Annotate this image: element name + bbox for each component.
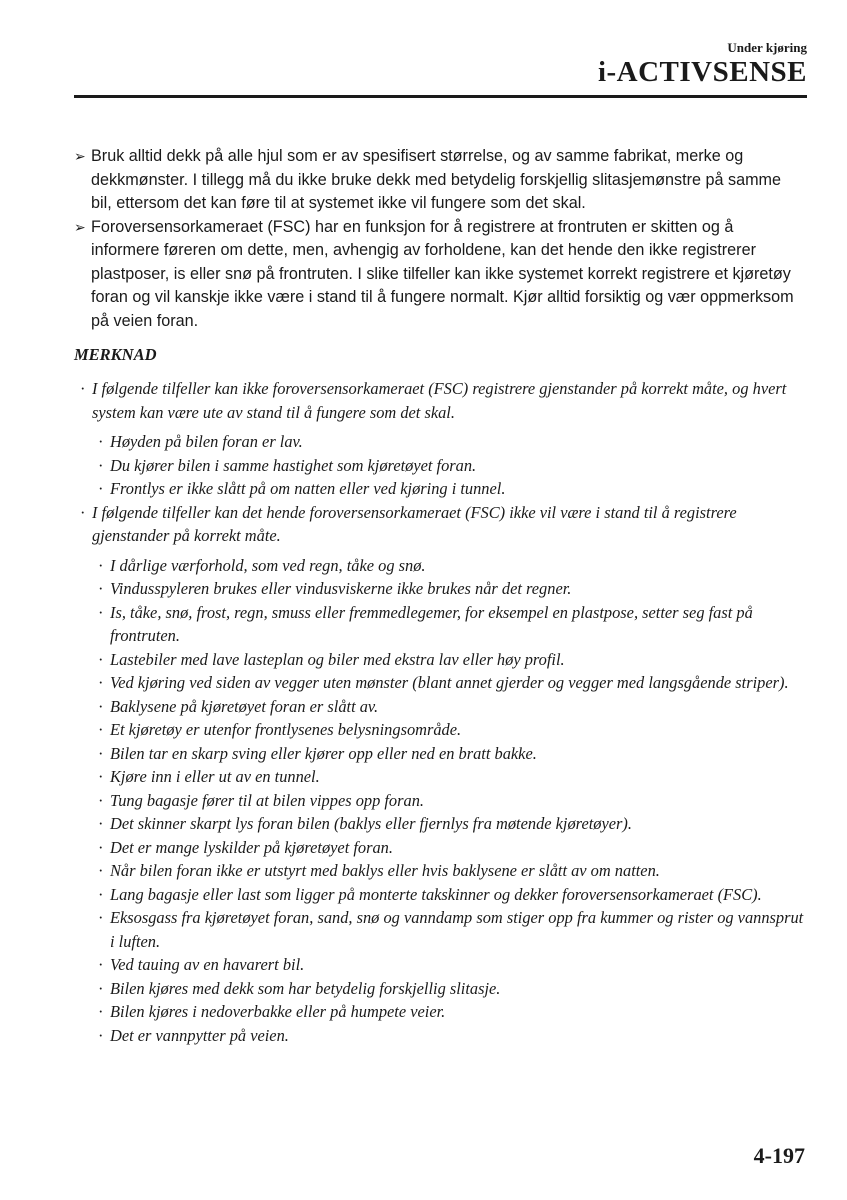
note-block (74, 377, 804, 501)
bullet-dot-icon: · (98, 455, 104, 475)
note-subitem-text: Baklysene på kjøretøyet foran er slått av. (110, 696, 379, 716)
bullet-dot-icon: · (98, 696, 104, 716)
note-subitem (74, 648, 804, 672)
note-subitem-text: Bilen kjøres med dekk som har betydelig forskjellig slitasje. (110, 978, 501, 998)
note-subitem-text: Eksosgass fra kjøretøyet foran, sand, snø og vanndamp som stiger opp fra kummer og rister og vannsprut i luften. (110, 908, 804, 951)
note-subitem (74, 859, 804, 883)
warning-item (74, 216, 804, 334)
note-subitem-text: Når bilen foran ikke er utstyrt med baklys eller hvis baklysene er slått av om natten. (110, 861, 660, 880)
warning-text: Bruk alltid dekk på alle hjul som er av spesifisert størrelse, og av samme fabrikat, merke og dekkmønster. I tillegg må du ikke bruke dekk med betydelig forskjellig slitasjemønstre på samme bil, ettersom det kan føre til at systemet ikke vil fungere som det skal. (91, 147, 782, 212)
note-subitem-text: Tung bagasje fører til at bilen vippes opp foran. (110, 790, 424, 810)
section-title: Under kjøring (727, 40, 807, 55)
note-subitem-text: Du kjører bilen i samme hastighet som kjøretøyet foran. (110, 455, 477, 475)
bullet-dot-icon: · (98, 579, 104, 598)
note-subitem-text: Is, tåke, snø, frost, regn, smuss eller fremmedlegemer, for eksempel en plastpose, setter seg fast på frontruten. (110, 602, 753, 645)
note-subitem (74, 742, 804, 766)
note-sublist (74, 430, 804, 501)
bullet-dot-icon: · (98, 432, 104, 451)
warning-text: Foroversensorkameraet (FSC) har en funksjon for å registrere at frontruten er skitten og å informere føreren om dette, men, avhengig av forholdene, kan det hende den ikke registrerer plastposer, is eller snø på frontruten. I slike tilfeller kan ikke systemet korrekt registrere et kjøretøy foran og vil kanskje ikke være i stand til å fungere normalt. Kjør alltid forsiktig og vær oppmerksom på veien foran. (91, 217, 794, 330)
note-subitem (74, 718, 804, 742)
warning-item (74, 145, 804, 216)
note-subitem-text: Lastebiler med lave lasteplan og biler med ekstra lav eller høy profil. (110, 649, 565, 669)
bullet-dot-icon: · (98, 978, 104, 998)
bullet-dot-icon: · (98, 790, 104, 810)
note-subitem (74, 695, 804, 719)
note-subitem (74, 577, 804, 601)
note-subitem-text: Det skinner skarpt lys foran bilen (baklys eller fjernlys fra møtende kjøretøyer). (110, 814, 632, 833)
note-subitem (74, 477, 804, 501)
note-subitem (74, 601, 804, 648)
arrow-bullet-icon: ➢ (74, 148, 86, 164)
bullet-dot-icon: · (98, 673, 104, 692)
bullet-dot-icon: · (98, 767, 104, 786)
bullet-dot-icon: · (98, 1002, 104, 1021)
note-item (74, 377, 804, 424)
note-subitem (74, 1000, 804, 1024)
bullet-dot-icon: · (80, 379, 86, 398)
note-subitem (74, 836, 804, 860)
note-subitem (74, 789, 804, 813)
bullet-dot-icon: · (98, 837, 104, 857)
page-number: 4-197 (753, 1143, 805, 1168)
bullet-dot-icon: · (98, 743, 104, 763)
bullet-dot-icon: · (98, 479, 104, 498)
note-list (74, 377, 804, 1047)
bullet-dot-icon: · (98, 861, 104, 880)
note-subitem (74, 554, 804, 578)
note-heading: MERKNAD (74, 345, 157, 364)
bullet-dot-icon: · (98, 814, 104, 833)
note-subitem-text: Ved tauing av en havarert bil. (110, 955, 305, 974)
note-subitem-text: Det er vannpytter på veien. (110, 1025, 289, 1045)
note-subitem (74, 883, 804, 907)
header-divider (74, 95, 807, 98)
bullet-dot-icon: · (98, 602, 104, 622)
note-subitem-text: Frontlys er ikke slått på om natten eller ved kjøring i tunnel. (110, 479, 506, 498)
bullet-dot-icon: · (98, 720, 104, 739)
note-subitem-text: Bilen tar en skarp sving eller kjører opp eller ned en bratt bakke. (110, 743, 537, 763)
note-block (74, 501, 804, 1048)
bullet-dot-icon: · (98, 884, 104, 904)
note-sublist (74, 554, 804, 1048)
note-item-text: I følgende tilfeller kan ikke foroversensorkameraet (FSC) registrere gjenstander på korrekt måte, og hvert system kan være ute av stand til å fungere som det skal. (92, 379, 787, 422)
note-subitem-text: Lang bagasje eller last som ligger på monterte takskinner og dekker foroversensorkameraet (FSC). (110, 884, 762, 904)
note-subitem (74, 765, 804, 789)
note-subitem-text: Vindusspyleren brukes eller vindusviskerne ikke brukes når det regner. (110, 579, 572, 598)
note-subitem (74, 1024, 804, 1048)
arrow-bullet-icon: ➢ (74, 218, 86, 235)
bullet-dot-icon: · (80, 502, 86, 522)
bullet-dot-icon: · (98, 908, 104, 927)
note-subitem (74, 671, 804, 695)
bullet-dot-icon: · (98, 555, 104, 575)
note-subitem-text: Et kjøretøy er utenfor frontlysenes belysningsområde. (110, 720, 462, 739)
note-subitem (74, 953, 804, 977)
note-subitem-text: Kjøre inn i eller ut av en tunnel. (110, 767, 320, 786)
note-subitem (74, 977, 804, 1001)
note-subitem-text: Det er mange lyskilder på kjøretøyet foran. (110, 837, 393, 857)
bullet-dot-icon: · (98, 649, 104, 669)
note-subitem-text: Høyden på bilen foran er lav. (110, 432, 303, 451)
note-subitem-text: I dårlige værforhold, som ved regn, tåke og snø. (110, 555, 426, 575)
note-subitem-text: Bilen kjøres i nedoverbakke eller på humpete veier. (110, 1002, 446, 1021)
bullet-dot-icon: · (98, 1025, 104, 1045)
note-item (74, 501, 804, 548)
page-title: i-ACTIVSENSE (597, 56, 807, 88)
note-subitem (74, 812, 804, 836)
note-subitem (74, 430, 804, 454)
note-subitem-text: Ved kjøring ved siden av vegger uten mønster (blant annet gjerder og vegger med langsgående striper). (110, 673, 789, 692)
note-item-text: I følgende tilfeller kan det hende foroversensorkameraet (FSC) ikke vil være i stand til å registrere gjenstander på korrekt måte. (92, 502, 737, 545)
bullet-dot-icon: · (98, 955, 104, 974)
warning-list (74, 145, 804, 333)
note-subitem (74, 906, 804, 953)
note-subitem (74, 454, 804, 478)
